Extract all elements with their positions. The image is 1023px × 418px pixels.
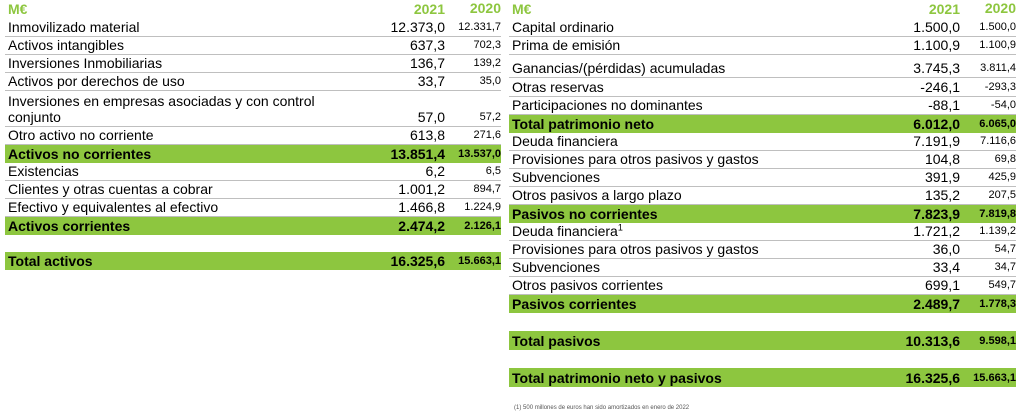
- total-row: [509, 331, 1016, 350]
- value-2020: 2.126,1: [464, 220, 501, 232]
- value-2020: 6,5: [485, 165, 501, 177]
- spacer-row: [509, 313, 1016, 331]
- row-label: Total activos: [8, 253, 93, 269]
- value-2020: 15.663,1: [458, 255, 501, 267]
- year-2021-header: 2021: [413, 1, 445, 17]
- row-label: Pasivos corrientes: [512, 296, 637, 312]
- table-row: [5, 181, 501, 199]
- row-label: Ganancias/(pérdidas) acumuladas: [512, 60, 726, 76]
- footnote-mark: (1): [514, 405, 522, 411]
- spacer-row: [5, 235, 501, 252]
- value-2020: 207,5: [988, 189, 1016, 201]
- row-label: Provisiones para otros pasivos y gastos: [512, 241, 759, 257]
- table-row: [509, 187, 1016, 205]
- row-label: Total patrimonio neto y pasivos: [512, 370, 722, 386]
- row-label: Efectivo y equivalentes al efectivo: [8, 199, 219, 215]
- table-row: [5, 91, 501, 127]
- value-2021: 7.191,9: [913, 133, 960, 149]
- value-2021: 7.823,9: [913, 206, 960, 222]
- row-label: Otro activo no corriente: [8, 127, 154, 143]
- row-label: Prima de emisión: [512, 37, 621, 53]
- value-2021: 2.474,2: [398, 218, 445, 234]
- value-2021: -246,1: [920, 79, 960, 95]
- value-2021: 1.100,9: [913, 37, 960, 53]
- value-2021: 2.489,7: [913, 296, 960, 312]
- row-label: Capital ordinario: [512, 19, 614, 35]
- value-2020: 1.500,0: [979, 21, 1016, 33]
- value-2021: 136,7: [409, 55, 445, 71]
- table-row: [509, 97, 1016, 115]
- table-row: [5, 199, 501, 217]
- value-2021: 16.325,6: [390, 253, 445, 269]
- value-2021: 1.721,2: [913, 223, 960, 239]
- unit-label: M€: [8, 1, 28, 17]
- year-2020-header: 2020: [984, 0, 1016, 16]
- value-2020: 1.778,3: [979, 298, 1016, 310]
- value-2021: 16.325,6: [905, 370, 960, 386]
- table-row: [5, 73, 501, 91]
- value-2021: 6,2: [425, 163, 445, 179]
- value-2020: 7.819,8: [979, 208, 1016, 220]
- value-2020: -293,3: [984, 81, 1016, 93]
- value-2020: 1.139,2: [979, 225, 1016, 237]
- row-label: Activos intangibles: [8, 37, 124, 53]
- row-label: Clientes y otras cuentas a cobrar: [8, 181, 213, 197]
- value-2020: 34,7: [994, 261, 1016, 273]
- table-row: [509, 37, 1016, 55]
- value-2020: 9.598,1: [979, 335, 1016, 347]
- row-label: Activos por derechos de uso: [8, 73, 185, 89]
- table-row: [509, 55, 1016, 78]
- value-2021: 10.313,6: [905, 333, 960, 349]
- value-2021: 699,1: [924, 277, 960, 293]
- table-row: [509, 19, 1016, 37]
- row-label: Otros pasivos corrientes: [512, 277, 663, 293]
- row-label: Total pasivos: [512, 333, 601, 349]
- value-2021: 1.500,0: [913, 19, 960, 35]
- value-2020: 702,3: [473, 39, 501, 51]
- table-row: [509, 277, 1016, 295]
- value-2020: 15.663,1: [973, 372, 1016, 384]
- row-label: Inversiones Inmobiliarias: [8, 55, 163, 71]
- value-2021: 1.001,2: [398, 181, 445, 197]
- total-row: [509, 295, 1016, 313]
- table-row: [5, 163, 501, 181]
- row-label: Subvenciones: [512, 169, 600, 185]
- value-2020: 3.811,4: [980, 62, 1016, 74]
- row-label: Provisiones para otros pasivos y gastos: [512, 151, 759, 167]
- table-row: [509, 169, 1016, 187]
- value-2020: 35,0: [479, 75, 501, 87]
- value-2020: 139,2: [473, 57, 501, 69]
- row-label: Inversiones en empresas asociadas y con control conjunto: [8, 93, 315, 125]
- total-row: [509, 368, 1016, 387]
- table-row: [509, 241, 1016, 259]
- value-2021: 391,9: [924, 169, 960, 185]
- table-row: [509, 151, 1016, 169]
- value-2020: 57,2: [479, 111, 501, 123]
- row-label: Participaciones no dominantes: [512, 97, 703, 113]
- value-2020: 1.224,9: [464, 201, 501, 213]
- value-2021: 57,0: [417, 109, 445, 125]
- table-row: [509, 78, 1016, 97]
- value-2021: 12.373,0: [390, 19, 445, 35]
- table-row: [5, 19, 501, 37]
- value-2020: 54,7: [994, 243, 1016, 255]
- value-2020: 549,7: [988, 279, 1016, 291]
- total-row: [509, 115, 1016, 133]
- value-2020: 1.100,9: [979, 39, 1016, 51]
- total-row: [5, 145, 501, 163]
- value-2020: 12.331,7: [458, 21, 501, 33]
- footnote-text: 500 millones de euros han sido amortizados en enero de 2022: [523, 405, 690, 411]
- row-label: Deuda financiera: [512, 133, 618, 149]
- row-label: Total patrimonio neto: [512, 116, 655, 132]
- year-2021-header: 2021: [928, 1, 960, 17]
- value-2021: 3.745,3: [913, 60, 960, 76]
- row-label: Inmovilizado material: [8, 19, 140, 35]
- row-label: Activos no corrientes: [8, 146, 152, 162]
- assets-header: [5, 0, 501, 19]
- value-2021: 104,8: [924, 151, 960, 167]
- table-row: [5, 37, 501, 55]
- value-2020: 894,7: [473, 183, 501, 195]
- row-label: Subvenciones: [512, 259, 600, 275]
- row-label: Activos corrientes: [8, 218, 131, 234]
- total-row: [5, 217, 501, 235]
- value-2021: 13.851,4: [390, 146, 445, 162]
- value-2020: 271,6: [473, 129, 501, 141]
- row-label: Pasivos no corrientes: [512, 206, 658, 222]
- table-row: [509, 223, 1016, 241]
- footnote: [514, 405, 689, 411]
- value-2021: 613,8: [409, 127, 445, 143]
- row-label: Deuda financiera$^1$: [512, 222, 623, 239]
- value-2021: 1.466,8: [398, 199, 445, 215]
- table-row: [5, 127, 501, 145]
- unit-label: M€: [512, 1, 532, 17]
- spacer-row: [509, 350, 1016, 368]
- value-2021: 36,0: [932, 241, 960, 257]
- total-row: [509, 205, 1016, 223]
- assets-table: [5, 0, 501, 270]
- value-2021: 637,3: [409, 37, 445, 53]
- value-2020: 6.065,0: [979, 118, 1016, 130]
- value-2020: 425,9: [988, 171, 1016, 183]
- value-2020: -54,0: [990, 99, 1016, 111]
- value-2021: 33,4: [932, 259, 960, 275]
- value-2021: 33,7: [417, 73, 445, 89]
- value-2020: 7.116,6: [980, 135, 1016, 147]
- table-row: [5, 55, 501, 73]
- value-2021: 135,2: [924, 187, 960, 203]
- row-label: Otras reservas: [512, 79, 604, 95]
- value-2021: -88,1: [928, 97, 960, 113]
- table-row: [509, 133, 1016, 151]
- liabilities-table: [509, 0, 1016, 387]
- footnote-ref: 1: [617, 222, 623, 233]
- row-label: Otros pasivos a largo plazo: [512, 187, 682, 203]
- value-2020: 13.537,0: [458, 148, 501, 160]
- total-row: [5, 252, 501, 270]
- table-row: [509, 259, 1016, 277]
- row-label: Existencias: [8, 163, 79, 179]
- year-2020-header: 2020: [469, 0, 501, 16]
- value-2021: 6.012,0: [913, 116, 960, 132]
- value-2020: 69,8: [994, 153, 1016, 165]
- liabilities-header: [509, 0, 1016, 19]
